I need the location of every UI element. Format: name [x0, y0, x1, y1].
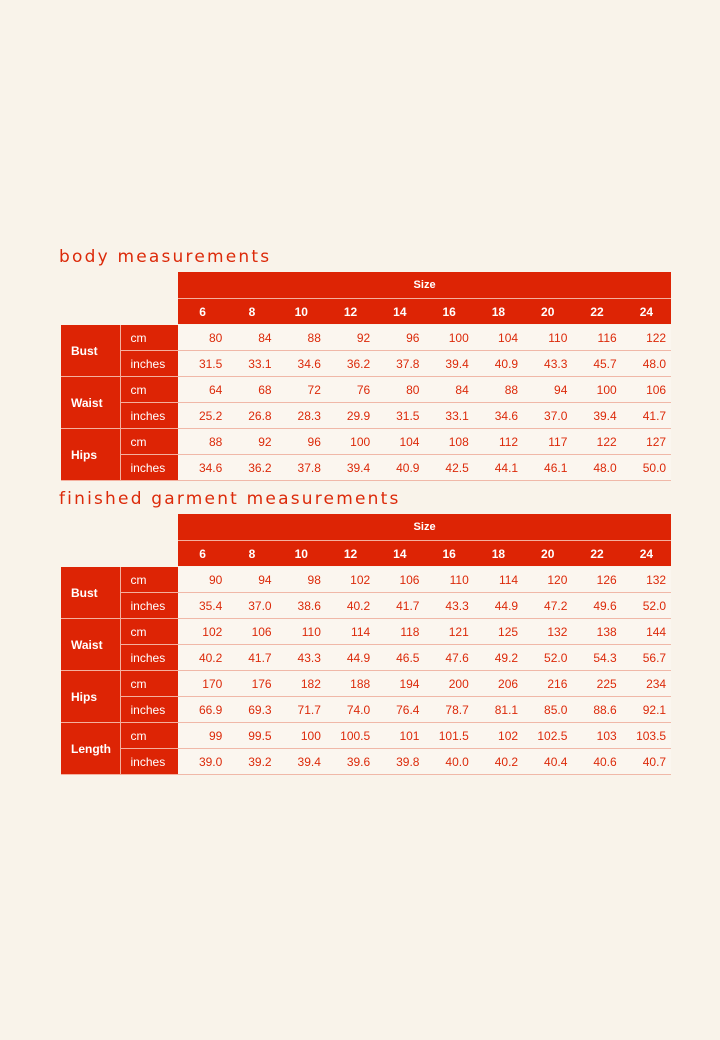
table-cell: 44.1	[474, 455, 523, 481]
table-cell: 92	[227, 429, 276, 455]
table-cell: 35.4	[178, 593, 227, 619]
table-cell: 182	[277, 671, 326, 697]
size-number: 8	[227, 299, 276, 325]
blank-corner	[61, 299, 178, 325]
table-cell: 88.6	[572, 697, 621, 723]
table-cell: 46.5	[375, 645, 424, 671]
table-cell: 49.2	[474, 645, 523, 671]
table-cell: 64	[178, 377, 227, 403]
size-number: 12	[326, 541, 375, 567]
unit-label: inches	[120, 403, 178, 429]
unit-label: inches	[120, 749, 178, 775]
table-cell: 49.6	[572, 593, 621, 619]
table-cell: 31.5	[178, 351, 227, 377]
table-cell: 117	[523, 429, 572, 455]
table-cell: 37.8	[375, 351, 424, 377]
table-cell: 38.6	[277, 593, 326, 619]
table-cell: 92	[326, 325, 375, 351]
unit-label: inches	[120, 697, 178, 723]
table-cell: 39.6	[326, 749, 375, 775]
table-cell: 102	[178, 619, 227, 645]
table-cell: 122	[572, 429, 621, 455]
size-number: 22	[572, 541, 621, 567]
table-cell: 108	[424, 429, 473, 455]
table-cell: 176	[227, 671, 276, 697]
table-cell: 225	[572, 671, 621, 697]
size-header: Size	[178, 272, 671, 299]
size-number: 24	[622, 299, 671, 325]
blank-corner	[61, 272, 178, 299]
unit-label: cm	[120, 671, 178, 697]
table-cell: 72	[277, 377, 326, 403]
table-cell: 116	[572, 325, 621, 351]
table-cell: 40.2	[178, 645, 227, 671]
table-cell: 33.1	[424, 403, 473, 429]
table-cell: 46.1	[523, 455, 572, 481]
table-cell: 40.9	[474, 351, 523, 377]
table-cell: 100	[277, 723, 326, 749]
size-numbers-row	[61, 299, 671, 325]
table-row	[61, 645, 671, 671]
table-cell: 76.4	[375, 697, 424, 723]
table-cell: 40.7	[622, 749, 671, 775]
table-cell: 34.6	[178, 455, 227, 481]
table-cell: 80	[178, 325, 227, 351]
finished-garment-measurements-title: finished garment measurements	[59, 489, 401, 509]
table-cell: 96	[375, 325, 424, 351]
table-cell: 42.5	[424, 455, 473, 481]
table-cell: 43.3	[277, 645, 326, 671]
table-cell: 102.5	[523, 723, 572, 749]
table-cell: 96	[277, 429, 326, 455]
table-cell: 118	[375, 619, 424, 645]
table-cell: 102	[474, 723, 523, 749]
table-cell: 194	[375, 671, 424, 697]
table-cell: 88	[474, 377, 523, 403]
size-numbers-row	[61, 541, 671, 567]
unit-label: inches	[120, 645, 178, 671]
table-cell: 26.8	[227, 403, 276, 429]
table-cell: 66.9	[178, 697, 227, 723]
table-cell: 78.7	[424, 697, 473, 723]
table-cell: 84	[227, 325, 276, 351]
table-row	[61, 377, 671, 403]
table-cell: 39.4	[424, 351, 473, 377]
table-cell: 74.0	[326, 697, 375, 723]
table-cell: 104	[375, 429, 424, 455]
table-cell: 28.3	[277, 403, 326, 429]
table-cell: 112	[474, 429, 523, 455]
table-cell: 120	[523, 567, 572, 593]
table-cell: 33.1	[227, 351, 276, 377]
table-cell: 90	[178, 567, 227, 593]
size-number: 16	[424, 299, 473, 325]
table-cell: 121	[424, 619, 473, 645]
measurement-label: Hips	[61, 429, 120, 481]
table-cell: 101.5	[424, 723, 473, 749]
table-cell: 39.0	[178, 749, 227, 775]
table-row	[61, 671, 671, 697]
table-cell: 40.4	[523, 749, 572, 775]
size-number: 6	[178, 541, 227, 567]
table-cell: 71.7	[277, 697, 326, 723]
measurement-label: Hips	[61, 671, 120, 723]
table-cell: 36.2	[227, 455, 276, 481]
size-number: 24	[622, 541, 671, 567]
table-row	[61, 325, 671, 351]
table-cell: 98	[277, 567, 326, 593]
blank-corner	[61, 541, 178, 567]
table-row	[61, 749, 671, 775]
table-cell: 43.3	[424, 593, 473, 619]
table-cell: 100	[326, 429, 375, 455]
table-cell: 125	[474, 619, 523, 645]
table-cell: 110	[523, 325, 572, 351]
measurement-label: Bust	[61, 325, 120, 377]
table-cell: 68	[227, 377, 276, 403]
table-cell: 132	[523, 619, 572, 645]
table-row	[61, 697, 671, 723]
table-cell: 47.2	[523, 593, 572, 619]
table-cell: 144	[622, 619, 671, 645]
table-cell: 106	[622, 377, 671, 403]
unit-label: cm	[120, 325, 178, 351]
unit-label: cm	[120, 567, 178, 593]
finished-garment-measurements-table	[61, 514, 671, 775]
table-cell: 76	[326, 377, 375, 403]
size-number: 10	[277, 299, 326, 325]
table-cell: 200	[424, 671, 473, 697]
unit-label: cm	[120, 429, 178, 455]
table-cell: 43.3	[523, 351, 572, 377]
table-cell: 56.7	[622, 645, 671, 671]
table-cell: 29.9	[326, 403, 375, 429]
unit-label: cm	[120, 377, 178, 403]
unit-label: inches	[120, 351, 178, 377]
table-cell: 40.6	[572, 749, 621, 775]
table-cell: 99.5	[227, 723, 276, 749]
table-cell: 94	[227, 567, 276, 593]
table-cell: 80	[375, 377, 424, 403]
table-row	[61, 567, 671, 593]
table-cell: 100	[572, 377, 621, 403]
size-header: Size	[178, 514, 671, 541]
table-cell: 132	[622, 567, 671, 593]
size-number: 12	[326, 299, 375, 325]
table-cell: 206	[474, 671, 523, 697]
size-number: 14	[375, 299, 424, 325]
size-number: 10	[277, 541, 326, 567]
table-cell: 39.8	[375, 749, 424, 775]
table-cell: 106	[375, 567, 424, 593]
table-cell: 41.7	[375, 593, 424, 619]
unit-label: inches	[120, 455, 178, 481]
table-cell: 100.5	[326, 723, 375, 749]
table-cell: 52.0	[523, 645, 572, 671]
size-number: 6	[178, 299, 227, 325]
table-cell: 103	[572, 723, 621, 749]
table-cell: 34.6	[474, 403, 523, 429]
table-cell: 54.3	[572, 645, 621, 671]
table-cell: 52.0	[622, 593, 671, 619]
table-cell: 102	[326, 567, 375, 593]
table-cell: 170	[178, 671, 227, 697]
table-row	[61, 593, 671, 619]
table-cell: 188	[326, 671, 375, 697]
table-cell: 126	[572, 567, 621, 593]
table-cell: 50.0	[622, 455, 671, 481]
table-cell: 127	[622, 429, 671, 455]
table-cell: 39.4	[277, 749, 326, 775]
table-cell: 40.9	[375, 455, 424, 481]
table-cell: 92.1	[622, 697, 671, 723]
table-cell: 138	[572, 619, 621, 645]
table-cell: 104	[474, 325, 523, 351]
table-cell: 114	[474, 567, 523, 593]
table-row	[61, 351, 671, 377]
size-number: 16	[424, 541, 473, 567]
size-number: 18	[474, 541, 523, 567]
unit-label: cm	[120, 723, 178, 749]
table-cell: 37.0	[523, 403, 572, 429]
table-cell: 101	[375, 723, 424, 749]
table-cell: 37.0	[227, 593, 276, 619]
table-cell: 25.2	[178, 403, 227, 429]
size-header-row	[61, 272, 671, 299]
size-number: 20	[523, 541, 572, 567]
table-cell: 69.3	[227, 697, 276, 723]
table-cell: 39.2	[227, 749, 276, 775]
measurement-label: Waist	[61, 619, 120, 671]
table-cell: 106	[227, 619, 276, 645]
size-number: 22	[572, 299, 621, 325]
table-cell: 44.9	[326, 645, 375, 671]
table-cell: 44.9	[474, 593, 523, 619]
table-cell: 99	[178, 723, 227, 749]
size-number: 14	[375, 541, 424, 567]
table-cell: 39.4	[572, 403, 621, 429]
table-cell: 100	[424, 325, 473, 351]
body-measurements-title: body measurements	[59, 247, 272, 267]
table-cell: 88	[178, 429, 227, 455]
size-header-row	[61, 514, 671, 541]
table-cell: 40.0	[424, 749, 473, 775]
size-number: 8	[227, 541, 276, 567]
table-cell: 34.6	[277, 351, 326, 377]
table-cell: 48.0	[622, 351, 671, 377]
table-cell: 84	[424, 377, 473, 403]
blank-corner	[61, 514, 178, 541]
table-cell: 110	[277, 619, 326, 645]
measurement-label: Waist	[61, 377, 120, 429]
body-measurements-table	[61, 272, 671, 481]
table-cell: 37.8	[277, 455, 326, 481]
table-cell: 40.2	[474, 749, 523, 775]
table-cell: 41.7	[227, 645, 276, 671]
table-cell: 114	[326, 619, 375, 645]
table-row	[61, 723, 671, 749]
measurement-label: Length	[61, 723, 120, 775]
table-cell: 103.5	[622, 723, 671, 749]
measurement-label: Bust	[61, 567, 120, 619]
table-cell: 39.4	[326, 455, 375, 481]
table-cell: 48.0	[572, 455, 621, 481]
table-row	[61, 429, 671, 455]
table-cell: 234	[622, 671, 671, 697]
table-cell: 216	[523, 671, 572, 697]
table-row	[61, 619, 671, 645]
table-cell: 122	[622, 325, 671, 351]
table-cell: 36.2	[326, 351, 375, 377]
table-cell: 94	[523, 377, 572, 403]
unit-label: inches	[120, 593, 178, 619]
size-number: 18	[474, 299, 523, 325]
table-cell: 40.2	[326, 593, 375, 619]
table-cell: 31.5	[375, 403, 424, 429]
table-row	[61, 403, 671, 429]
unit-label: cm	[120, 619, 178, 645]
table-cell: 81.1	[474, 697, 523, 723]
table-row	[61, 455, 671, 481]
table-cell: 41.7	[622, 403, 671, 429]
table-cell: 88	[277, 325, 326, 351]
size-number: 20	[523, 299, 572, 325]
table-cell: 85.0	[523, 697, 572, 723]
table-cell: 47.6	[424, 645, 473, 671]
table-cell: 45.7	[572, 351, 621, 377]
table-cell: 110	[424, 567, 473, 593]
